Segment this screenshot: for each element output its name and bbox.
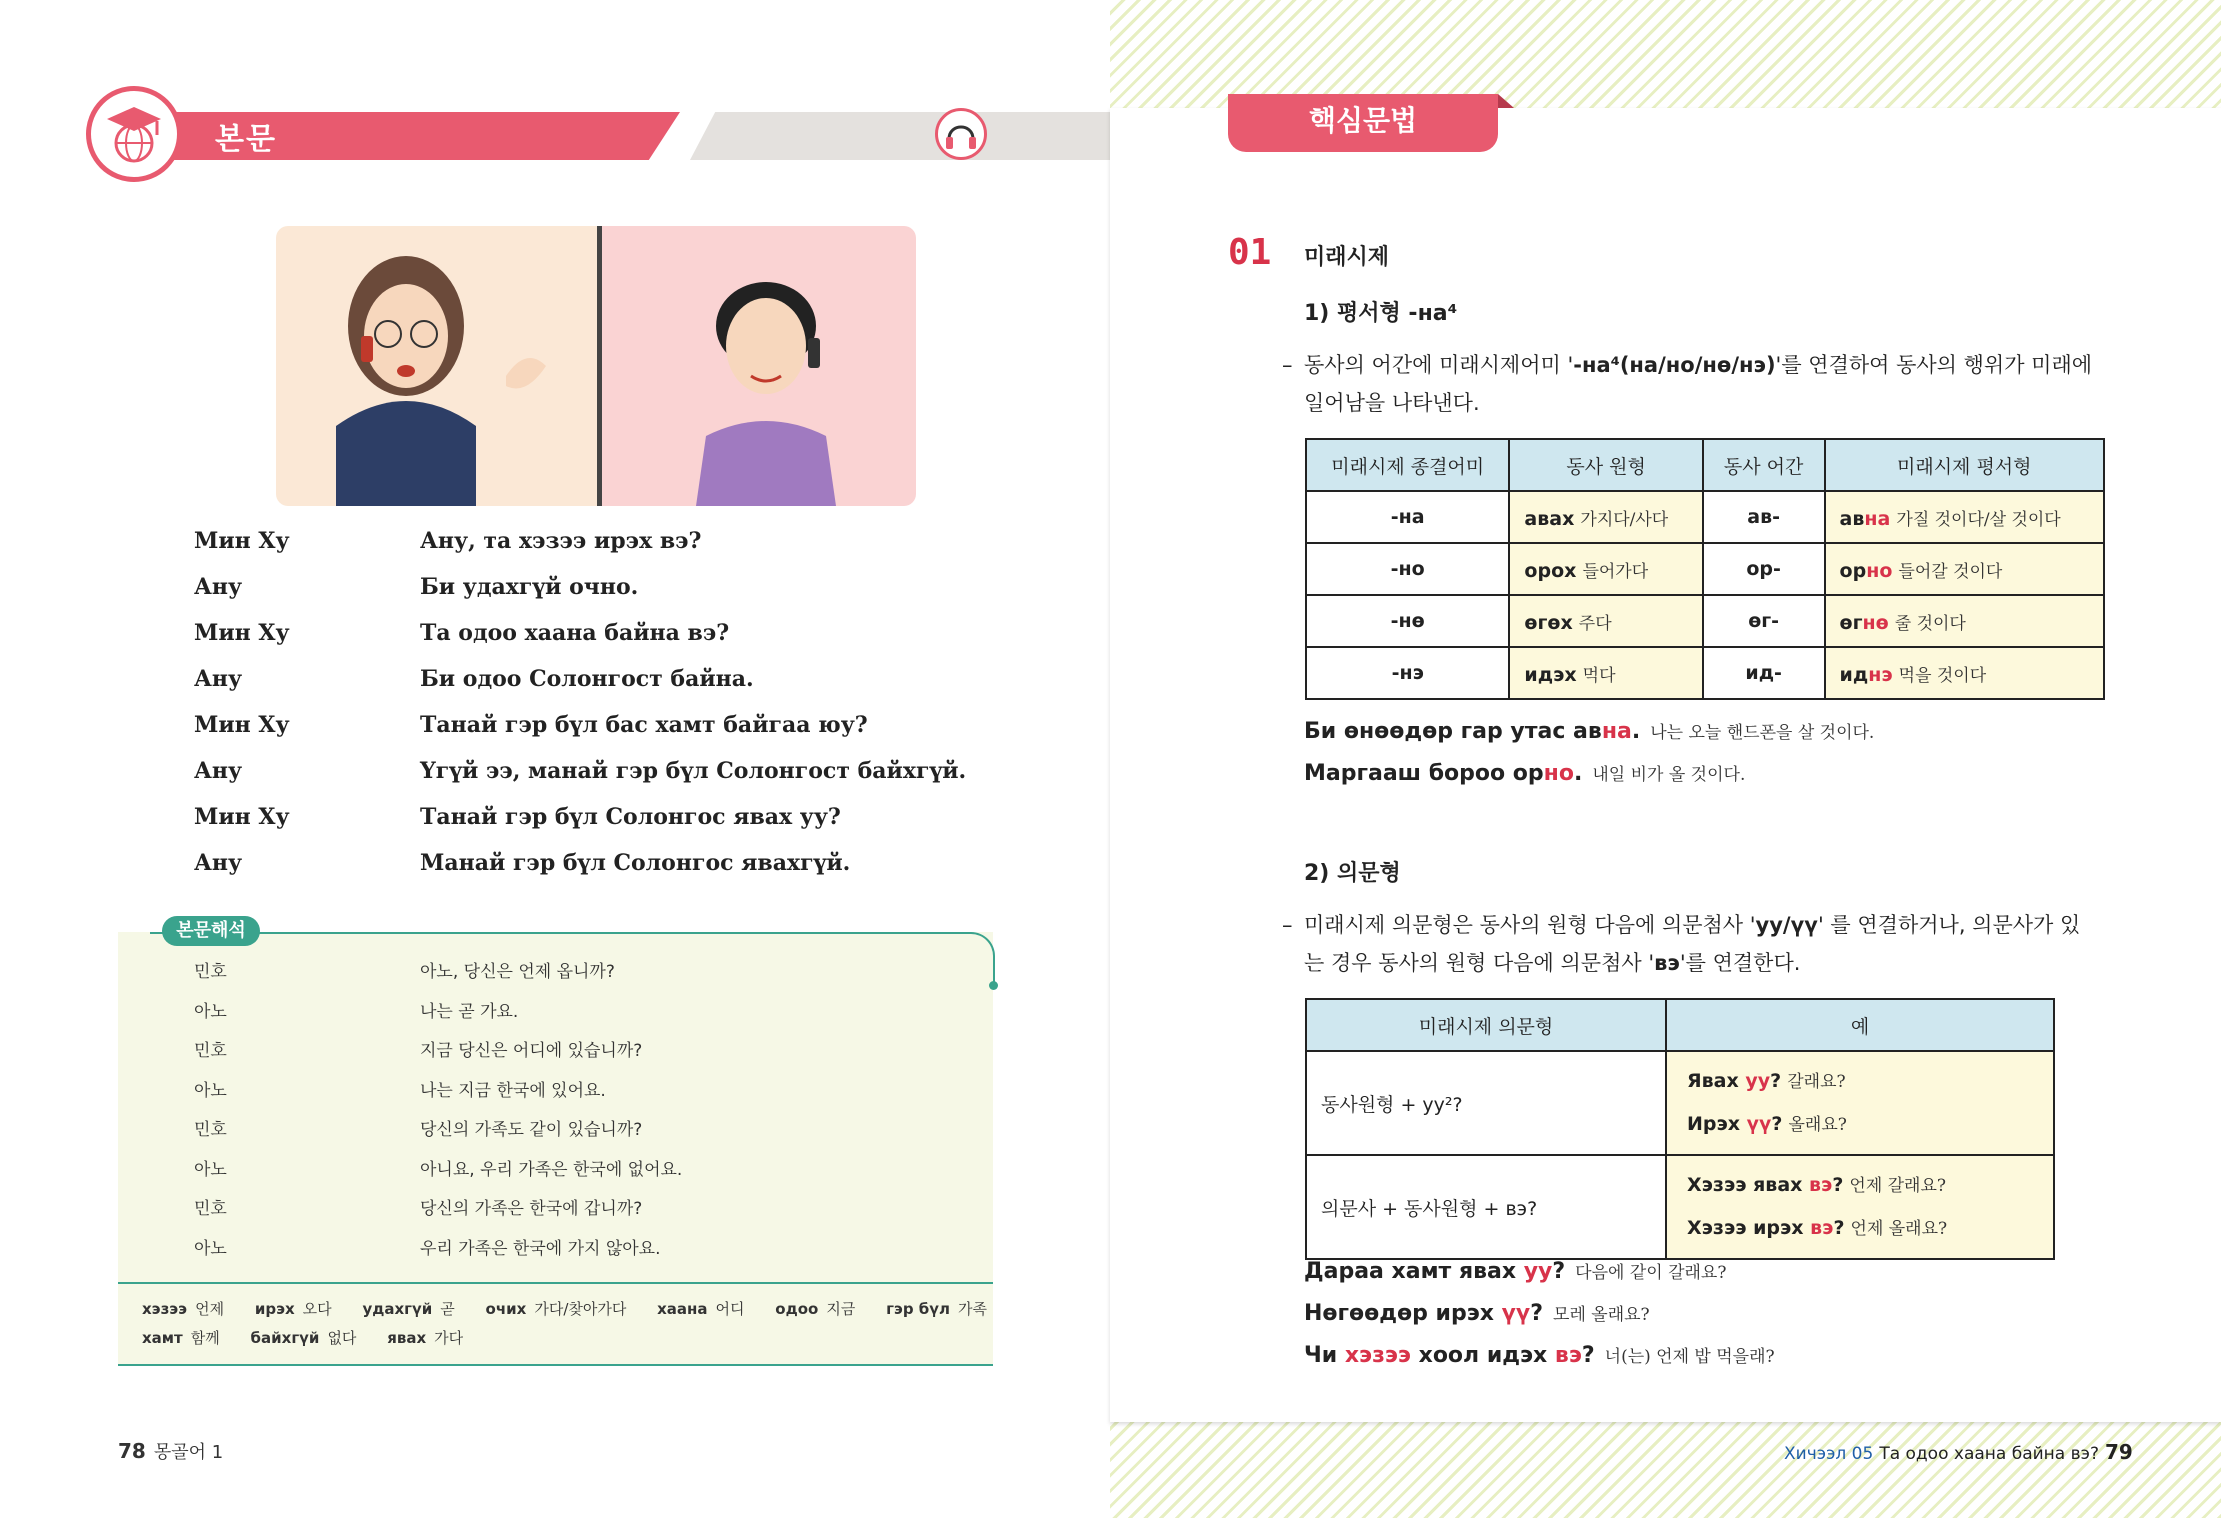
speaker-name: Мин Ху: [194, 804, 290, 830]
headphones-icon[interactable]: [935, 108, 987, 160]
speaker-name: Мин Ху: [194, 712, 290, 738]
example-sentence: Чи хэзээ хоол идэх вэ? 너(는) 언제 밥 먹을래?: [1304, 1343, 1775, 1368]
section-title: 미래시제: [1304, 245, 1390, 270]
translation-text: 지금 당신은 어디에 있습니까?: [420, 1041, 643, 1061]
translation-line: [194, 1155, 954, 1185]
vocab-item: хэзээ 언제: [142, 1300, 225, 1318]
vocab-item: байхгүй 없다: [250, 1329, 357, 1347]
translation-line: [194, 997, 954, 1027]
example-sentence: Дараа хамт явах уу? 다음에 같이 갈래요?: [1304, 1259, 1727, 1284]
dialogue-text: Танай гэр бүл бас хамт байгаа юу?: [420, 712, 868, 738]
dialogue-line: [194, 574, 994, 614]
vocab-item: гэр бүл 가족: [886, 1300, 988, 1318]
translation-text: 아노, 당신은 언제 옵니까?: [420, 962, 615, 982]
speaker-name: Ану: [194, 574, 243, 600]
vocabulary-line: [142, 1327, 489, 1348]
translation-line: [194, 1036, 954, 1066]
translation-text: 당신의 가족도 같이 있습니까?: [420, 1120, 643, 1140]
vocab-item: явах 가다: [387, 1329, 464, 1347]
dialogue-text: Та одоо хаана байна вэ?: [420, 620, 730, 646]
table-header-row: 미래시제 종결어미 동사 원형 동사 어간 미래시제 평서형: [1306, 439, 2104, 491]
vocab-item: удахгүй 곧: [362, 1300, 455, 1318]
dialogue-line: [194, 758, 994, 798]
table-row: -нө өгөх 주다 өг- өгнө 줄 것이다: [1306, 595, 2104, 647]
dialogue-text: Манай гэр бүл Солонгос явахгүй.: [420, 850, 851, 876]
vocabulary-line: [142, 1298, 1013, 1319]
speaker-name: 아노: [194, 1160, 227, 1180]
table-row: 동사원형 + уу²? Явах уу? 갈래요? Ирэх үү? 올래요?: [1306, 1051, 2054, 1155]
translation-line: [194, 957, 954, 987]
dialogue-line: [194, 666, 994, 706]
page-number: 78: [118, 1439, 146, 1463]
speaker-name: Ану: [194, 850, 243, 876]
translation-line: [194, 1115, 954, 1145]
speaker-name: 민호: [194, 1120, 227, 1140]
translation-text: 아니요, 우리 가족은 한국에 없어요.: [420, 1160, 683, 1180]
example-sentence: Би өнөөдөр гар утас авна. 나는 오늘 핸드폰을 살 것이다.: [1304, 719, 1875, 744]
interrogative-description: – 미래시제 의문형은 동사의 원형 다음에 의문첨사 'уу/үү' 를 연결하거나, 의문사가 있 는 경우 동사의 원형 다음에 의문첨사 'вэ'를 연결한다.: [1282, 913, 2081, 975]
table-row: -но орох 들어가다 ор- орно 들어갈 것이다: [1306, 543, 2104, 595]
example-sentence: Маргааш бороо орно. 내일 비가 올 것이다.: [1304, 761, 1746, 786]
section-number: 01: [1228, 232, 1272, 273]
speaker-name: Ану: [194, 758, 243, 784]
left-page-footer: [118, 1438, 223, 1464]
translation-text: 우리 가족은 한국에 가지 않아요.: [420, 1239, 661, 1259]
vocab-item: очих 가다/찾아가다: [485, 1300, 627, 1318]
vocabulary-box: [118, 1282, 993, 1366]
graduation-cap-globe-icon: [86, 86, 182, 182]
translation-text: 당신의 가족은 한국에 갑니까?: [420, 1199, 643, 1219]
dialogue-line: [194, 528, 994, 568]
future-tense-table: [1305, 438, 2105, 700]
phone-call-illustration: [276, 226, 916, 506]
dialogue-text: Ану, та хэзээ ирэх вэ?: [420, 528, 702, 554]
speaker-name: 아노: [194, 1081, 227, 1101]
vocab-item: хамт 함께: [142, 1329, 220, 1347]
interrogative-table: [1305, 998, 2055, 1260]
book-title: 몽골어 1: [153, 1442, 224, 1463]
lesson-title: Та одоо хаана байна вэ?: [1879, 1444, 2099, 1464]
translation-box-dot: [989, 981, 998, 990]
table-row: -нэ идэх 먹다 ид- иднэ 먹을 것이다: [1306, 647, 2104, 699]
section-label-main-text: 본문: [215, 122, 277, 157]
translation-text: 나는 지금 한국에 있어요.: [420, 1081, 606, 1101]
page-number: 79: [2104, 1440, 2133, 1464]
dialogue-text: Танай гэр бүл Солонгос явах уу?: [420, 804, 841, 830]
header-gray-band: [690, 112, 1110, 160]
translation-line: [194, 1076, 954, 1106]
speaker-name: Ану: [194, 666, 243, 692]
dialogue-text: Үгүй ээ, манай гэр бүл Солонгост байхгүй.: [420, 758, 967, 784]
vocab-item: хаана 어디: [657, 1300, 745, 1318]
dialogue-text: Би одоо Солонгост байна.: [420, 666, 754, 692]
declarative-description: – 동사의 어간에 미래시제어미 '-на⁴(на/но/нө/нэ)'를 연결하여 동사의 행위가 미래에 일어남을 나타낸다.: [1282, 353, 2093, 415]
speaker-name: Мин Ху: [194, 528, 290, 554]
vocab-item: одоо 지금: [775, 1300, 856, 1318]
translation-line: [194, 1194, 954, 1224]
dialogue-line: [194, 712, 994, 752]
dialogue-text: Би удахгүй очно.: [420, 574, 639, 600]
table-row: 의문사 + 동사원형 + вэ? Хэзээ явах вэ? 언제 갈래요? Хэзээ ирэх вэ? 언제 올래요?: [1306, 1155, 2054, 1259]
speaker-name: 민호: [194, 962, 227, 982]
subsection-title-interrogative: 2) 의문형: [1304, 861, 1401, 886]
dialogue-line: [194, 850, 994, 890]
dialogue-line: [194, 804, 994, 844]
speaker-name: 아노: [194, 1239, 227, 1259]
translation-text: 나는 곧 가요.: [420, 1002, 519, 1022]
speaker-name: 민호: [194, 1199, 227, 1219]
table-header-row: 미래시제 의문형 예: [1306, 999, 2054, 1051]
translation-line: [194, 1234, 954, 1264]
speaker-name: Мин Ху: [194, 620, 290, 646]
speaker-name: 아노: [194, 1002, 227, 1022]
translation-tag: 본문해석: [162, 916, 260, 946]
right-page-footer: [1784, 1440, 2133, 1464]
grammar-tab: 핵심문법: [1228, 94, 1498, 152]
example-sentence: Нөгөөдөр ирэх үү? 모레 올래요?: [1304, 1301, 1650, 1326]
speaker-name: 민호: [194, 1041, 227, 1061]
subsection-title-declarative: 1) 평서형 -на⁴: [1304, 301, 1458, 326]
vocab-item: ирэх 오다: [254, 1300, 332, 1318]
lesson-label: Хичээл 05: [1784, 1444, 1874, 1464]
dialogue-line: [194, 620, 994, 660]
table-row: -на авах 가지다/사다 ав- авна 가질 것이다/살 것이다: [1306, 491, 2104, 543]
